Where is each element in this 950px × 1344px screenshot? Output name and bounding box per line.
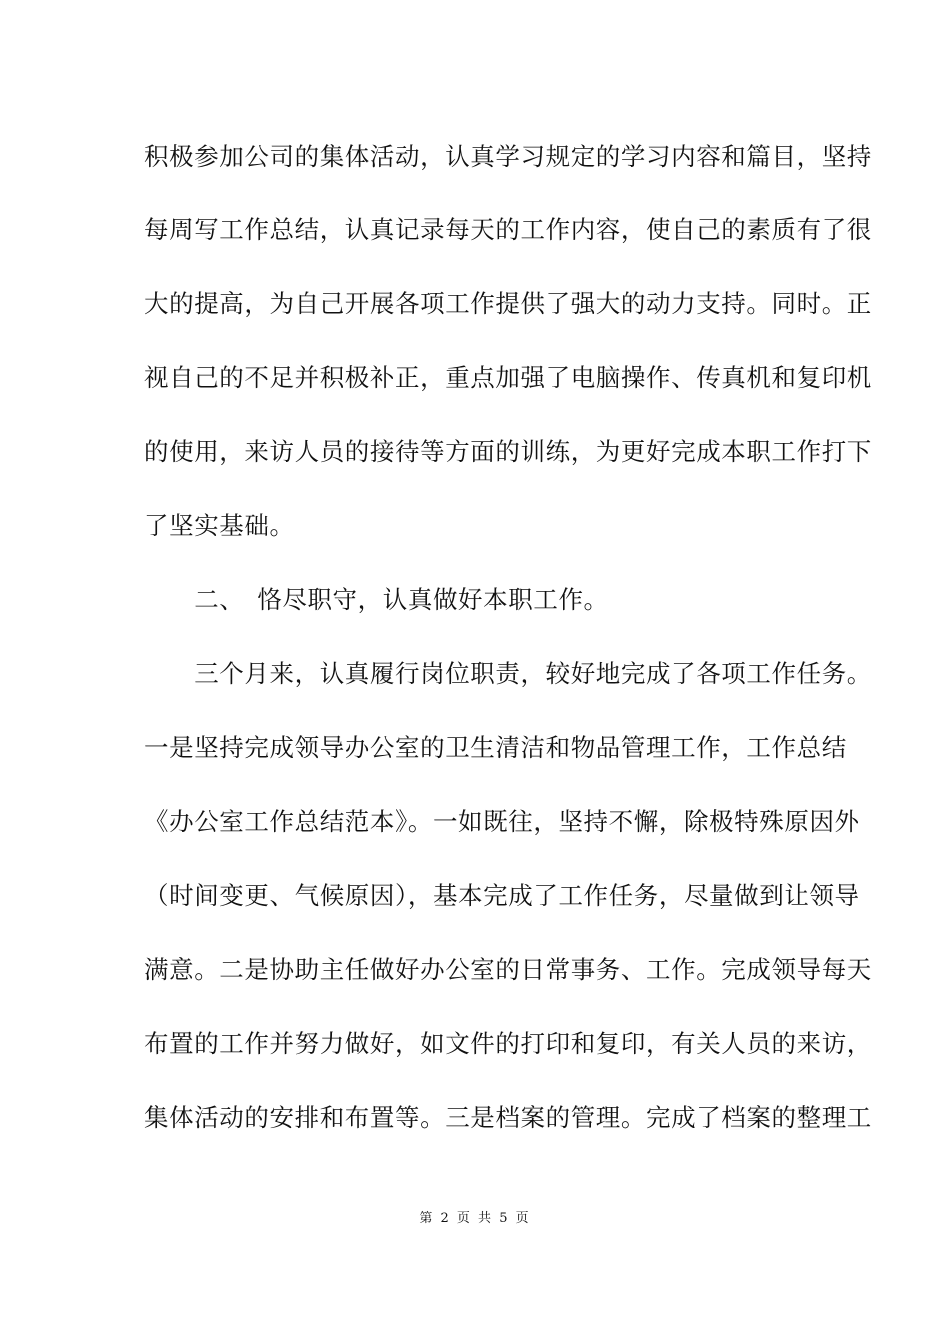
body-text-line: 了坚实基础。 [144, 511, 295, 540]
section-heading: 二、 恪尽职守，认真做好本职工作。 [144, 585, 609, 614]
body-text-line: 积极参加公司的集体活动，认真学习规定的学习内容和篇目，坚持 [144, 142, 872, 171]
body-text-line: 《办公室工作总结范本》。一如既往，坚持不懈，除极特殊原因外 [144, 807, 860, 836]
body-text-line: 一是坚持完成领导办公室的卫生清洁和物品管理工作，工作总结 [144, 733, 847, 762]
body-text-line: 的使用，来访人员的接待等方面的训练，为更好完成本职工作打下 [144, 437, 872, 466]
body-text-line: 布置的工作并努力做好，如文件的打印和复印，有关人员的来访， [144, 1029, 872, 1058]
body-text-line: 满意。二是协助主任做好办公室的日常事务、工作。完成领导每天 [144, 955, 872, 984]
body-text-line: （时间变更、气候原因），基本完成了工作任务，尽量做到让领导 [144, 881, 860, 910]
body-text-line: 视自己的不足并积极补正，重点加强了电脑操作、传真机和复印机 [144, 363, 872, 392]
page-number-footer: 第 2 页 共 5 页 [419, 1211, 531, 1226]
body-text-line: 每周写工作总结，认真记录每天的工作内容，使自己的素质有了很 [144, 215, 872, 244]
body-text-line: 三个月来，认真履行岗位职责，较好地完成了各项工作任务。 [144, 659, 872, 688]
body-text-line: 大的提高，为自己开展各项工作提供了强大的动力支持。同时。正 [144, 289, 872, 318]
body-text-line: 集体活动的安排和布置等。三是档案的管理。完成了档案的整理工 [144, 1103, 872, 1132]
